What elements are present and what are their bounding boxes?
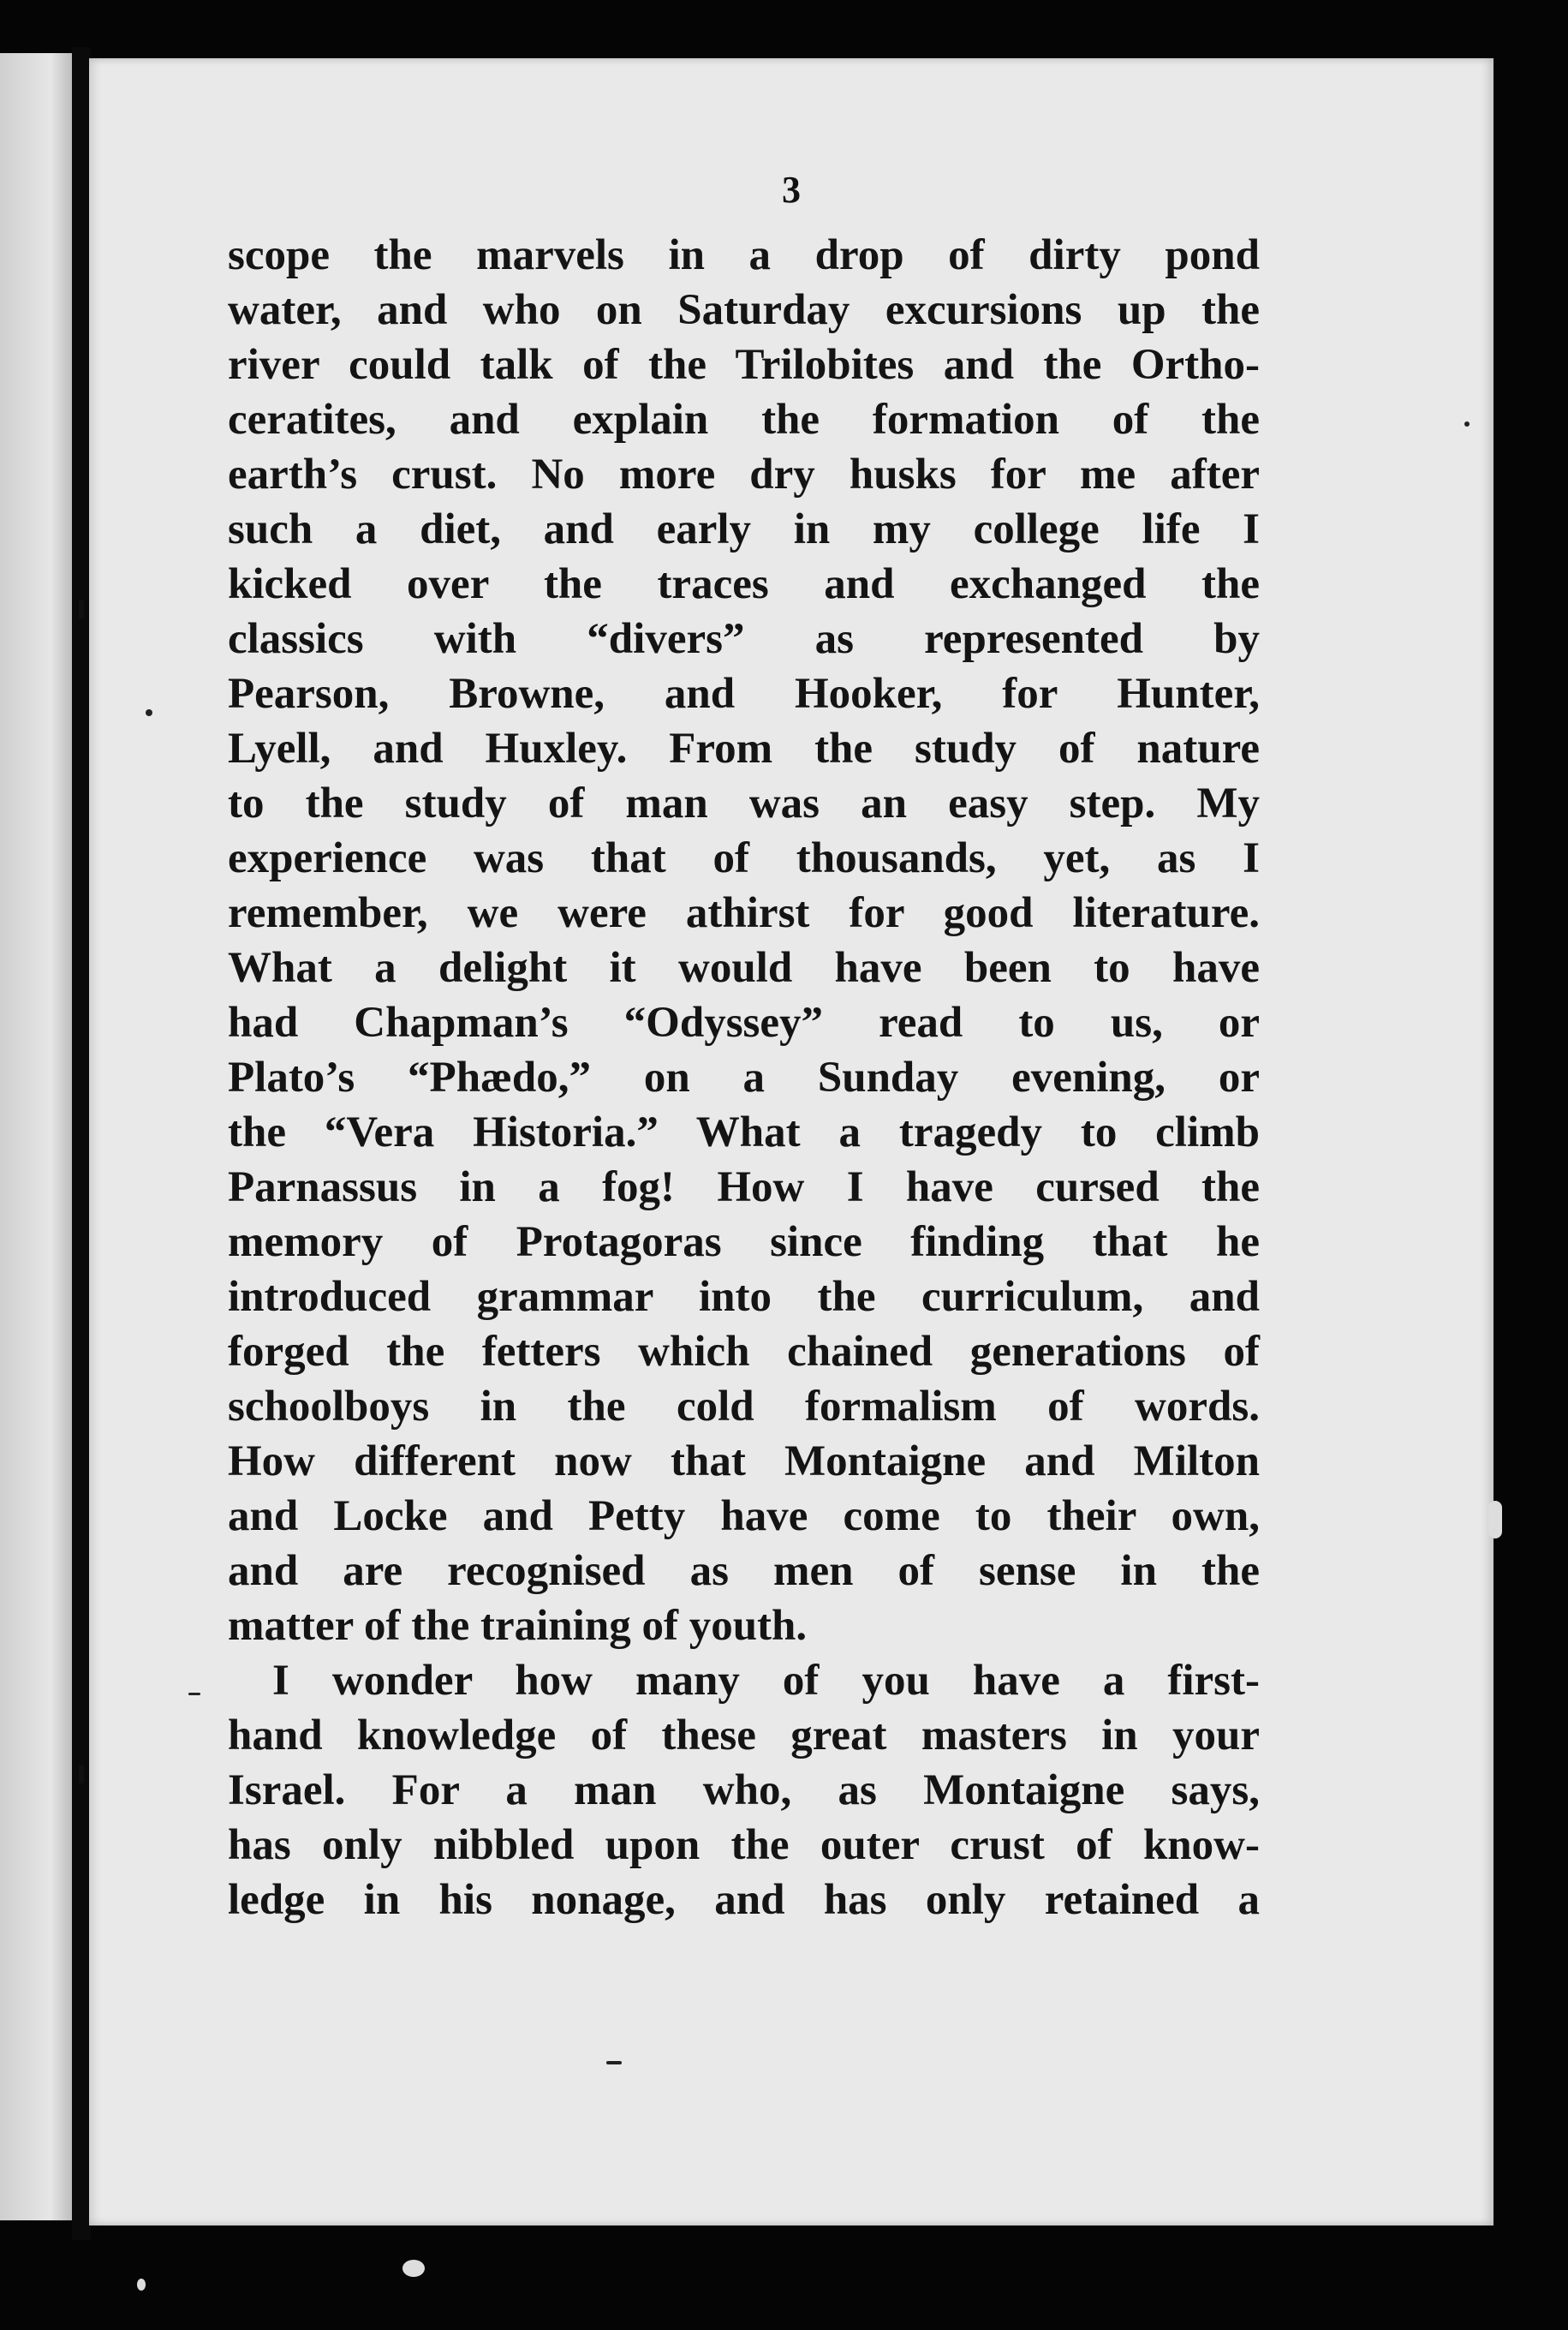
scan-speck [1464, 421, 1470, 427]
text-line: and Locke and Petty have come to their own, [228, 1492, 1260, 1540]
text-line: schoolboys in the cold formalism of words. [228, 1383, 1260, 1431]
scan-speck [137, 2279, 146, 2291]
text-line: scope the marvels in a drop of dirty pond [228, 231, 1260, 279]
scan-speck [402, 2260, 425, 2277]
text-line: matter of the training of youth. [228, 1602, 808, 1650]
book-page [89, 58, 1493, 2225]
text-line: to the study of man was an easy step. My [228, 780, 1260, 827]
book-gutter [72, 47, 91, 2240]
text-line: Plato’s “Phædo,” on a Sunday evening, or [228, 1054, 1260, 1102]
text-line: Israel. For a man who, as Montaigne says, [228, 1766, 1260, 1814]
text-line: memory of Protagoras since finding that he [228, 1218, 1260, 1266]
text-line: Pearson, Browne, and Hooker, for Hunter, [228, 670, 1260, 718]
text-line: such a diet, and early in my college life I [228, 505, 1260, 553]
text-line: forged the fetters which chained generations of [228, 1328, 1260, 1376]
text-line: river could talk of the Trilobites and the Ortho- [228, 341, 1260, 389]
text-line: has only nibbled upon the outer crust of know- [228, 1821, 1260, 1869]
text-line: had Chapman’s “Odyssey” read to us, or [228, 999, 1260, 1047]
page-number: 3 [782, 169, 801, 211]
text-line: I wonder how many of you have a first- [272, 1657, 1260, 1705]
facing-page-edge [0, 53, 72, 2220]
text-line: Parnassus in a fog! How I have cursed the [228, 1163, 1260, 1211]
text-line: remember, we were athirst for good literature. [228, 889, 1260, 937]
text-line: kicked over the traces and exchanged the [228, 560, 1260, 608]
text-line: How different now that Montaigne and Milton [228, 1437, 1260, 1485]
binding-mark [79, 600, 84, 618]
text-line: and are recognised as men of sense in the [228, 1547, 1260, 1595]
text-line: experience was that of thousands, yet, as I [228, 834, 1260, 882]
text-line: introduced grammar into the curriculum, and [228, 1273, 1260, 1321]
scan-speck [606, 2061, 622, 2064]
scan-speck [146, 709, 152, 716]
scan-speck [1488, 1501, 1502, 1538]
text-line: hand knowledge of these great masters in your [228, 1712, 1260, 1759]
page-body-text [228, 228, 1260, 1927]
text-line: water, and who on Saturday excursions up the [228, 286, 1260, 334]
text-line: ceratites, and explain the formation of the [228, 396, 1260, 444]
text-line: Lyell, and Huxley. From the study of nature [228, 725, 1260, 773]
text-line: classics with “divers” as represented by [228, 615, 1260, 663]
text-line: earth’s crust. No more dry husks for me after [228, 451, 1260, 499]
text-line: What a delight it would have been to have [228, 944, 1260, 992]
scan-speck [188, 1693, 200, 1695]
binding-mark [79, 1765, 84, 1783]
text-line: ledge in his nonage, and has only retained a [228, 1876, 1260, 1924]
text-line: the “Vera Historia.” What a tragedy to climb [228, 1108, 1260, 1156]
